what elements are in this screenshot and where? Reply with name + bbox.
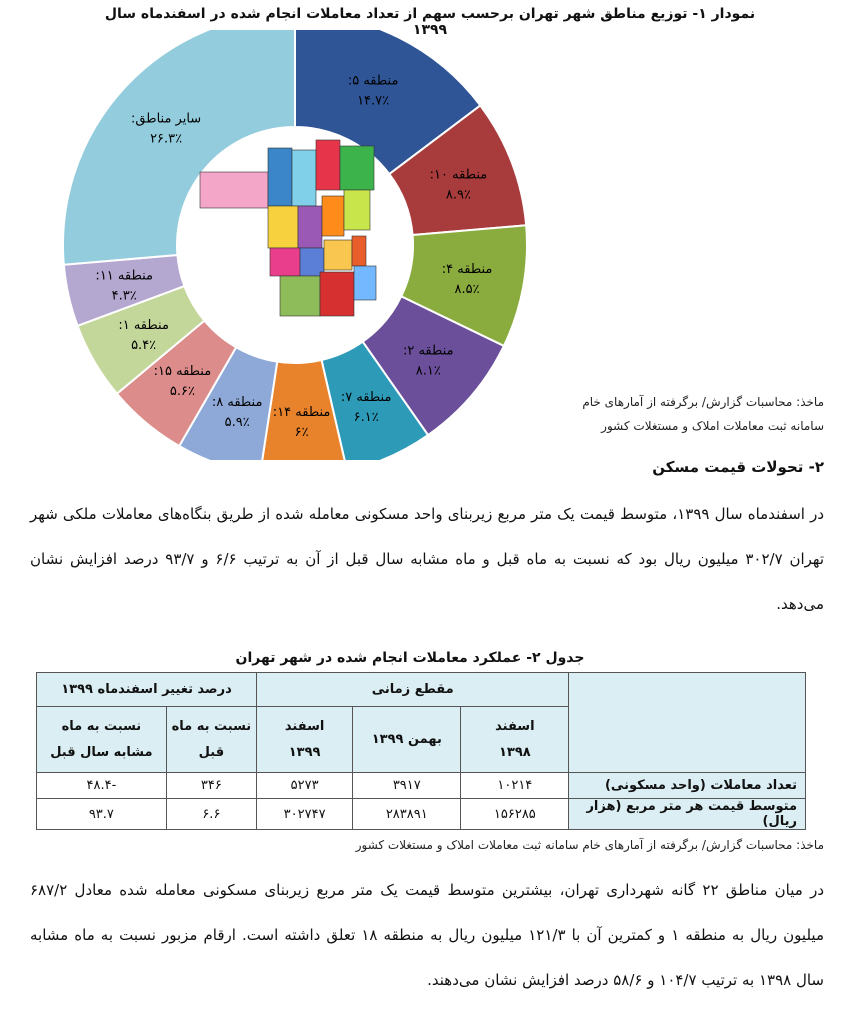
header-esfand-1399-year: ۱۳۹۹ [288,744,321,760]
row-label: تعداد معاملات (واحد مسکونی) [569,773,806,799]
table-source-note: ماخذ: محاسبات گزارش/ برگرفته از آمارهای خام سامانه ثبت معاملات املاک و مستغلات کشور [355,838,824,852]
slice-name-label: منطقه ۱۱: [95,268,154,284]
source-note-line1: ماخذ: محاسبات گزارش/ برگرفته از آمارهای خام [582,395,824,409]
header-vs-same-month-last-year [37,707,167,773]
map-district-shape [292,150,316,206]
slice-value-label: ۸.۹٪ [445,187,472,203]
table-caption: جدول ۲- عملکرد معاملات انجام شده در شهر تهران [235,650,585,666]
cell-esfand-1399: ۵۲۷۳ [257,773,353,799]
slice-value-label: ۶.۱٪ [353,409,379,425]
map-district-shape [316,140,340,190]
header-esfand-1398-year: ۱۳۹۸ [498,744,531,760]
header-bahman-1399: بهمن ۱۳۹۹ [353,707,461,773]
slice-value-label: ۵.۶٪ [169,383,195,399]
table-corner-cell [569,673,806,773]
slice-value-label: ۴.۳٪ [111,288,137,304]
map-district-shape [344,190,370,230]
map-district-shape [268,206,298,248]
slice-name-label: منطقه ۷: [340,389,392,405]
header-time-group: مقطع زمانی [257,673,569,707]
chart-title: نمودار ۱- توزیع مناطق شهر تهران برحسب سهم از تعداد معاملات انجام شده در اسفندماه سال ۱۳۹۹ [104,6,756,38]
map-district-shape [270,248,300,276]
map-district-shape [340,146,374,190]
slice-name-label: منطقه ۱: [118,317,169,333]
header-vs-prev-line1: نسبت به ماه [171,718,252,734]
slice-value-label: ۲۶.۳٪ [150,131,183,147]
slice-name-label: منطقه ۸: [211,395,263,411]
slice-value-label: ۶٪ [294,424,309,440]
cell-esfand-1398: ۱۰۲۱۴ [461,773,569,799]
map-district-shape [322,196,344,236]
slice-name-label: منطقه ۲: [402,343,454,359]
donut-chart [0,30,600,460]
header-esfand-1399 [257,707,353,773]
map-district-shape [298,206,322,248]
slice-name-label: منطقه ۱۴: [272,404,331,420]
header-vs-year-line2: مشابه سال قبل [50,744,153,760]
slice-value-label: ۸.۱٪ [415,363,441,379]
cell-esfand-1398: ۱۵۶۲۸۵ [461,799,569,830]
donut-slice [63,30,295,265]
table-row [37,799,806,830]
header-esfand-1399-month: اسفند [284,718,325,734]
map-district-shape [200,172,268,208]
cell-vs-year: -۴۸.۴ [37,773,167,799]
map-district-shape [320,272,354,316]
slice-name-label: منطقه ۴: [441,261,493,277]
slice-value-label: ۵.۴٪ [131,337,157,353]
map-district-shape [280,276,320,316]
map-district-shape [354,266,376,300]
header-change-group: درصد تغییر اسفندماه ۱۳۹۹ [37,673,257,707]
header-vs-year-line1: نسبت به ماه [61,718,142,734]
cell-bahman-1399: ۳۹۱۷ [353,773,461,799]
slice-name-label: منطقه ۵: [347,73,399,89]
map-district-shape [324,240,352,270]
header-vs-prev-month [166,707,256,773]
slice-name-label: منطقه ۱۵: [153,363,212,379]
cell-bahman-1399: ۲۸۳۸۹۱ [353,799,461,830]
slice-value-label: ۸.۵٪ [454,281,480,297]
slice-value-label: ۵.۹٪ [224,415,250,431]
performance-table [36,672,806,830]
header-esfand-1398 [461,707,569,773]
slice-name-label: سایر مناطق: [131,111,202,127]
cell-vs-prev: ۶.۶ [166,799,256,830]
map-district-shape [352,236,366,266]
cell-vs-prev: ۳۴۶ [166,773,256,799]
map-district-shape [268,148,292,206]
section-heading: ۲- تحولات قیمت مسکن [652,458,824,476]
header-vs-prev-line2: قبل [198,744,225,760]
header-esfand-1398-month: اسفند [495,718,535,734]
cell-vs-year: ۹۳.۷ [37,799,167,830]
row-label: متوسط قیمت هر متر مربع (هزار ریال) [569,799,806,830]
table-row [37,773,806,799]
cell-esfand-1399: ۳۰۲۷۴۷ [257,799,353,830]
paragraph-2: در میان مناطق ۲۲ گانه شهرداری تهران، بیشترین متوسط قیمت یک متر مربع زیربنای مسکونی معامله شده معادل ۶۸۷/۲ میلیون ریال به منطقه ۱ و کمترین آن با ۱۲۱/۳ میلیون ریال به منطقه ۱۸ تعلق داشته است. ارقام مزبور نسبت به ماه مشابه سال ۱۳۹۸ به ترتیب ۱۰۴/۷ و ۵۸/۶ درصد افزایش نشان می‌دهند. [30,881,824,989]
paragraph-1: در اسفندماه سال ۱۳۹۹، متوسط قیمت یک متر مربع زیربنای واحد مسکونی معامله شده از طریق بنگاه‌های معاملات ملکی شهر تهران ۳۰۲/۷ میلیون ریال بود که نسبت به ماه قبل و ماه مشابه سال قبل از آن به ترتیب ۶/۶ و ۹۳/۷ درصد افزایش نشان می‌دهد. [30,505,825,613]
tehran-map-image [200,140,376,316]
slice-value-label: ۱۴.۷٪ [357,93,390,109]
slice-name-label: منطقه ۱۰: [429,167,488,183]
chart-source-note [564,390,824,438]
source-note-line2: سامانه ثبت معاملات املاک و مستغلات کشور [601,419,824,433]
